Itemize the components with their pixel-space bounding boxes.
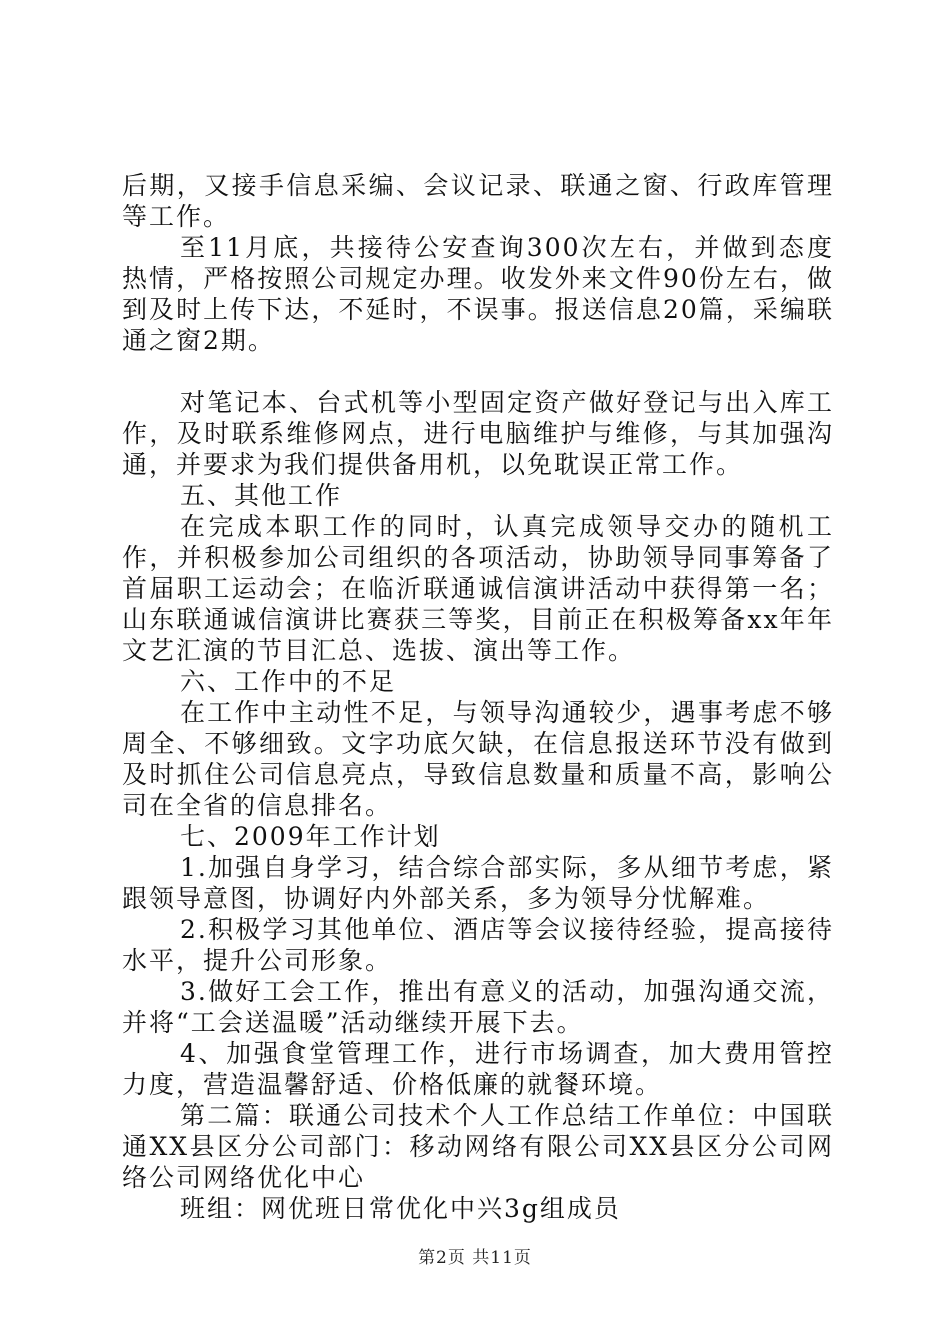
section-heading-work-plan: 七、2009年工作计划 (180, 822, 441, 851)
paragraph-assets: 对笔记本、台式机等小型固定资产做好登记与出入库工作，及时联系维修网点，进行电脑维护与维修，与其加强沟通，并要求为我们提供备用机，以免耽误正常工作。 (122, 388, 834, 479)
plan-item-2: 2.积极学习其他单位、酒店等会议接待经验，提高接待水平，提升公司形象。 (122, 915, 834, 975)
plan-item-1: 1.加强自身学习，结合综合部实际，多从细节考虑，紧跟领导意图，协调好内外部关系，多为领导分忧解难。 (122, 853, 834, 913)
section-heading-shortcomings: 六、工作中的不足 (180, 667, 397, 696)
plan-item-3: 3.做好工会工作，推出有意义的活动，加强沟通交流，并将“工会送温暖”活动继续开展下去。 (122, 977, 834, 1037)
paragraph-continuation: 后期，又接手信息采编、会议记录、联通之窗、行政库管理等工作。 (122, 171, 834, 231)
section-heading-other-work: 五、其他工作 (180, 481, 343, 510)
paragraph-second-article: 第二篇：联通公司技术个人工作总结工作单位：中国联通XX县区分公司部门：移动网络有限公司XX县区分公司网络公司网络优化中心 (122, 1101, 834, 1192)
paragraph-team: 班组：网优班日常优化中兴3g组成员 (180, 1194, 621, 1223)
paragraph-statistics: 至11月底，共接待公安查询300次左右，并做到态度热情，严格按照公司规定办理。收发外来文件90份左右，做到及时上传下达，不延时，不误事。报送信息20篇，采编联通之窗2期。 (122, 233, 834, 355)
plan-item-4: 4、加强食堂管理工作，进行市场调查，加大费用管控力度，营造温馨舒适、价格低廉的就餐环境。 (122, 1039, 834, 1099)
page-number-footer: 第2页 共11页 (418, 1248, 532, 1268)
paragraph-other-work: 在完成本职工作的同时，认真完成领导交办的随机工作，并积极参加公司组织的各项活动，协助领导同事筹备了首届职工运动会；在临沂联通诚信演讲活动中获得第一名；山东联通诚信演讲比赛获三等奖，目前正在积极筹备xx年年文艺汇演的节目汇总、选拔、演出等工作。 (122, 512, 834, 665)
paragraph-shortcomings: 在工作中主动性不足，与领导沟通较少，遇事考虑不够周全、不够细致。文字功底欠缺，在信息报送环节没有做到及时抓住公司信息亮点，导致信息数量和质量不高，影响公司在全省的信息排名。 (122, 698, 834, 820)
document-body (122, 170, 834, 1224)
